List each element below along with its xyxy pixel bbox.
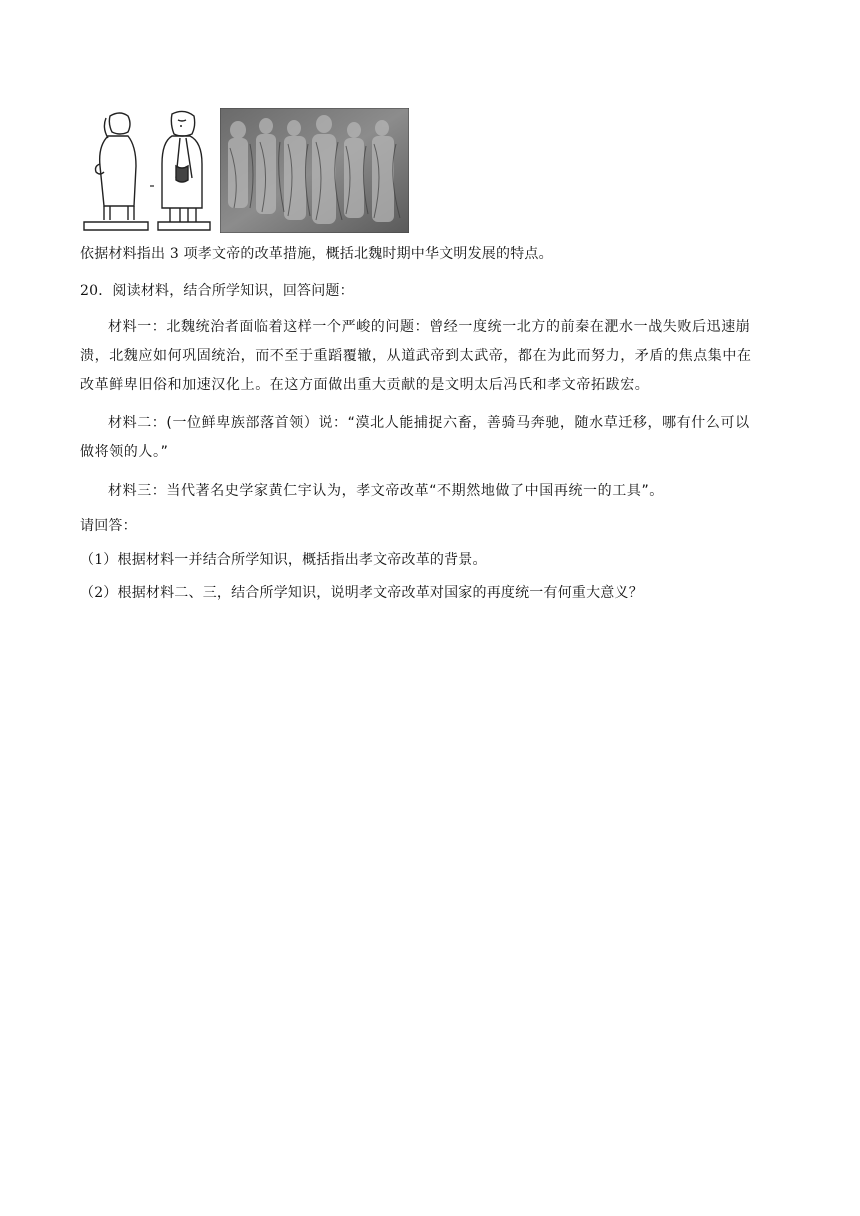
sub-question-1: （1）根据材料一并结合所学知识，概括指出孝文帝改革的背景。 <box>80 552 487 568</box>
material3: 材料三：当代著名史学家黄仁宇认为，孝文帝改革“不期然地做了中国再统一的工具”。 <box>108 483 664 499</box>
material1-line3: 改革鲜卑旧俗和加速汉化上。在这方面做出重大贡献的是文明太后冯氏和孝文帝拓跋宏。 <box>80 377 650 393</box>
material2-line2: 做将领的人。” <box>80 444 169 460</box>
material1-line2: 溃，北魏应如何巩固统治，而不至于重蹈覆辙，从道武帝到太武帝，都在为此而努力，矛盾的焦点集中在 <box>80 348 752 364</box>
figurine-drawing <box>80 106 215 234</box>
question19-tail: 依据材料指出 3 项孝文帝的改革措施，概括北魏时期中华文明发展的特点。 <box>80 246 553 262</box>
sub-question-2: （2）根据材料二、三，结合所学知识，说明孝文帝改革对国家的再度统一有何重大意义？ <box>80 585 643 601</box>
answer-prompt: 请回答： <box>80 518 137 534</box>
material2-line1: 材料二：(一位鲜卑族部落首领）说：“漠北人能捕捉六畜，善骑马奔驰，随水草迁移，哪有什么可以 <box>108 415 750 431</box>
figure-row <box>80 106 420 236</box>
question20-stem: 20．阅读材料，结合所学知识，回答问题： <box>80 283 354 299</box>
relief-photo <box>220 108 409 233</box>
material1-line1: 材料一：北魏统治者面临着这样一个严峻的问题：曾经一度统一北方的前秦在淝水一战失败后迅速崩 <box>108 319 751 335</box>
